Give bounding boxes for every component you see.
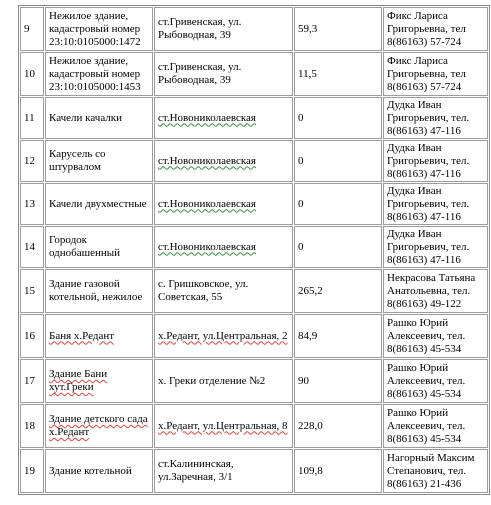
table-row bbox=[20, 97, 488, 139]
object-name: Городок однобашенный bbox=[45, 226, 153, 268]
contact-person: Дудка Иван Григорьевич, тел. 8(86163) 47-116 bbox=[383, 97, 488, 139]
row-number: 13 bbox=[20, 183, 44, 225]
object-name: Качели качалки bbox=[45, 97, 153, 139]
row-number: 17 bbox=[20, 359, 44, 403]
contact-person: Фикс Лариса Григорьевна, тел 8(86163) 57-724 bbox=[383, 7, 488, 51]
object-name-text: Здание детского сада х.Редант bbox=[49, 413, 148, 438]
object-area: 0 bbox=[294, 226, 382, 268]
object-address: ст.Калининская, ул.Заречная, 3/1 bbox=[154, 449, 293, 493]
table-body bbox=[20, 7, 488, 493]
contact-person: Дудка Иван Григорьевич, тел. 8(86163) 47-116 bbox=[383, 183, 488, 225]
table-row bbox=[20, 449, 488, 493]
row-number: 10 bbox=[20, 52, 44, 96]
row-number: 19 bbox=[20, 449, 44, 493]
contact-person: Рашко Юрий Алексеевич, тел. 8(86163) 45-534 bbox=[383, 359, 488, 403]
table-row bbox=[20, 7, 488, 51]
object-area: 0 bbox=[294, 97, 382, 139]
row-number: 14 bbox=[20, 226, 44, 268]
object-name: Здание котельной bbox=[45, 449, 153, 493]
object-address: ст.Гривенская, ул. Рыбоводная, 39 bbox=[154, 52, 293, 96]
table-row bbox=[20, 404, 488, 448]
table-row bbox=[20, 359, 488, 403]
object-name: Карусель со штурвалом bbox=[45, 140, 153, 182]
address-text: х.Редант, ул.Центральная, 2 bbox=[158, 329, 288, 342]
object-address: ст.Гривенская, ул. Рыбоводная, 39 bbox=[154, 7, 293, 51]
object-address: с. Гришковское, ул. Советская, 55 bbox=[154, 269, 293, 313]
row-number: 11 bbox=[20, 97, 44, 139]
contact-person: Некрасова Татьяна Анатольевна, тел. 8(86163) 49-122 bbox=[383, 269, 488, 313]
address-text: ст.Новониколаевская bbox=[158, 240, 256, 253]
object-address bbox=[154, 314, 293, 358]
object-address bbox=[154, 404, 293, 448]
contact-person: Нагорный Максим Степанович, тел. 8(86163) 21-436 bbox=[383, 449, 488, 493]
object-area: 0 bbox=[294, 183, 382, 225]
table-row bbox=[20, 226, 488, 268]
row-number: 9 bbox=[20, 7, 44, 51]
document-page bbox=[18, 5, 490, 495]
object-address: х. Греки отделение №2 bbox=[154, 359, 293, 403]
contact-person: Фикс Лариса Григорьевна, тел 8(86163) 57-724 bbox=[383, 52, 488, 96]
contact-person: Дудка Иван Григорьевич, тел. 8(86163) 47-116 bbox=[383, 140, 488, 182]
contact-person: Рашко Юрий Алексеевич, тел. 8(86163) 45-534 bbox=[383, 404, 488, 448]
object-area: 84,9 bbox=[294, 314, 382, 358]
address-text: ст.Новониколаевская bbox=[158, 111, 256, 124]
row-number: 18 bbox=[20, 404, 44, 448]
table-row bbox=[20, 269, 488, 313]
table-row bbox=[20, 52, 488, 96]
object-name: Нежилое здание, кадастровый номер 23:10:0105000:1472 bbox=[45, 7, 153, 51]
object-name bbox=[45, 404, 153, 448]
object-address bbox=[154, 140, 293, 182]
address-text: х.Редант, ул.Центральная, 8 bbox=[158, 419, 288, 432]
object-name: Нежилое здание, кадастровый номер 23:10:0105000:1453 bbox=[45, 52, 153, 96]
property-table bbox=[18, 5, 490, 495]
object-area: 90 bbox=[294, 359, 382, 403]
object-name: Качели двухместные bbox=[45, 183, 153, 225]
object-address bbox=[154, 183, 293, 225]
address-text: ст.Новониколаевская bbox=[158, 197, 256, 210]
object-name-text: Баня х.Редант bbox=[49, 329, 115, 342]
object-area: 109,8 bbox=[294, 449, 382, 493]
object-area: 11,5 bbox=[294, 52, 382, 96]
row-number: 15 bbox=[20, 269, 44, 313]
contact-person: Дудка Иван Григорьевич, тел. 8(86163) 47-116 bbox=[383, 226, 488, 268]
object-name bbox=[45, 314, 153, 358]
table-row bbox=[20, 314, 488, 358]
object-name bbox=[45, 359, 153, 403]
row-number: 16 bbox=[20, 314, 44, 358]
contact-person: Рашко Юрий Алексеевич, тел. 8(86163) 45-534 bbox=[383, 314, 488, 358]
object-area: 228,0 bbox=[294, 404, 382, 448]
object-area: 0 bbox=[294, 140, 382, 182]
table-row bbox=[20, 183, 488, 225]
address-text: ст.Новониколаевская bbox=[158, 154, 256, 167]
object-name-text: Здание Бани хут.Греки bbox=[49, 368, 108, 393]
object-area: 265,2 bbox=[294, 269, 382, 313]
object-area: 59,3 bbox=[294, 7, 382, 51]
object-name: Здание газовой котельной, нежилое bbox=[45, 269, 153, 313]
table-row bbox=[20, 140, 488, 182]
row-number: 12 bbox=[20, 140, 44, 182]
object-address bbox=[154, 226, 293, 268]
object-address bbox=[154, 97, 293, 139]
